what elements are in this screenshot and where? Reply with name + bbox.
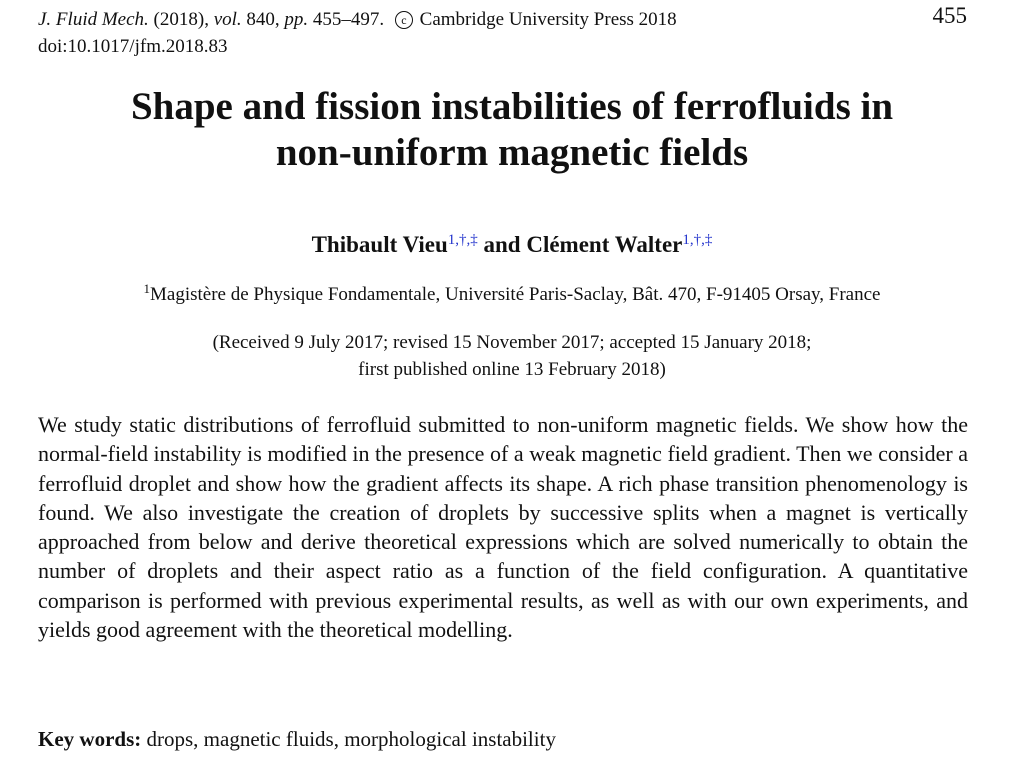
citation-line [38,6,677,33]
journal-header [38,6,677,60]
copyright-icon: c [395,11,413,29]
author-name: Clément Walter [526,232,683,257]
page-number: 455 [932,3,967,28]
author-name: Thibault Vieu [311,232,448,257]
title-line-2: non-uniform magnetic fields [275,131,749,174]
abstract: We study static distributions of ferrofluid submitted to non-uniform magnetic fields. We show how the normal-field instability is modified in the presence of a weak magnetic field gradient. Then we consider a ferrofluid droplet and show how the gradient affects its shape. A rich phase transition phenomenology is found. We also investigate the creation of droplets by successive splits when a magnet is vertically approached from below and derive theoretical expressions which are solved numerically to obtain the number of droplets and their aspect ratio as a function of the field configuration. A quantitative comparison is performed with previous experimental results, as well as with our own experiments, and yields good agreement with the theoretical modelling. [38,412,968,643]
keywords [38,727,556,752]
author-conjunction: and [483,232,521,257]
pages-label: pp. [284,9,309,30]
affiliation [0,281,1024,306]
keywords-label: Key words: [38,727,142,751]
affiliation-text: Magistère de Physique Fondamentale, Université Paris-Saclay, Bât. 470, F-91405 Orsay, France [150,284,881,305]
received-line-1: (Received 9 July 2017; revised 15 November 2017; accepted 15 January 2018; [212,332,812,353]
received-dates [0,329,1024,383]
title-line-1: Shape and fission instabilities of ferrofluids in [130,85,894,128]
author-footnote-links[interactable]: 1,†,‡ [447,232,478,248]
author-list [0,232,1024,258]
volume-number: 840, [246,9,280,30]
publisher: Cambridge University Press 2018 [419,9,677,30]
paper-title [0,84,1024,176]
journal-year: (2018), [153,9,209,30]
volume-label: vol. [213,9,242,30]
page-range: 455–497. [312,9,385,30]
received-line-2: first published online 13 February 2018) [358,359,666,380]
journal-name: J. Fluid Mech. [38,9,149,30]
keywords-text: drops, magnetic fluids, morphological instability [146,727,556,751]
doi[interactable]: doi:10.1017/jfm.2018.83 [38,36,228,57]
affiliation-number: 1 [143,281,151,296]
author-footnote-links[interactable]: 1,†,‡ [682,232,713,248]
